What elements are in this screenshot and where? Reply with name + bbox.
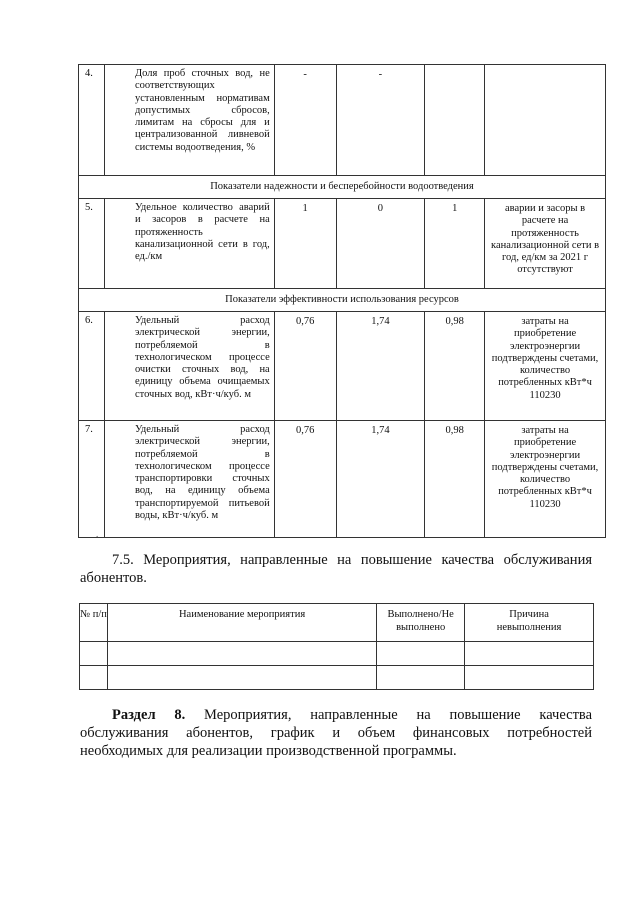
- value-cell: 0,98: [425, 312, 485, 421]
- table-cell: [80, 666, 108, 690]
- section-row: [79, 289, 606, 312]
- value-cell: 1: [425, 199, 485, 289]
- section-8-text: Мероприятия, направленные на повышение качества обслуживания абонентов, график и объем финансовых потребностей необходимых для реализации производственной программы.: [80, 707, 593, 759]
- measures-table: [79, 603, 594, 690]
- col-header-name: Наименование мероприятия: [107, 604, 376, 642]
- table-cell: [465, 666, 594, 690]
- indicator-name: Доля проб сточных вод, не соответствующих установленным нормативам допустимых сбросов, лимитам на сбросы для и централизованной ливневой системы водоотведения, %: [104, 65, 274, 176]
- col-header-number: № п/п: [80, 604, 108, 642]
- table-row: [79, 312, 606, 421]
- subsection-heading: 7.5. Мероприятия, направленные на повышение качества обслуживания абонентов.: [80, 552, 592, 586]
- section-8-paragraph: [80, 706, 592, 760]
- section-row: [79, 176, 606, 199]
- indicator-name: Удельный расход электрической энергии, потребляемой в технологическом процессе транспортировки сточных вод, на единицу объема транспортируемой питьевой воды, кВт·ч/куб. м: [104, 421, 274, 538]
- table-row: [79, 199, 606, 289]
- row-number: 5.: [79, 199, 105, 289]
- value-cell: 0,98: [425, 421, 485, 538]
- table-cell: [107, 666, 376, 690]
- col-header-reason: Причина невыполнения: [465, 604, 594, 642]
- table-cell: [465, 642, 594, 666]
- table-cell: [377, 642, 465, 666]
- value-cell: -: [336, 65, 425, 176]
- scan-mark: .: [96, 529, 99, 539]
- value-cell: 0,76: [274, 421, 336, 538]
- table-row: [80, 666, 594, 690]
- indicator-name: Удельное количество аварий и засоров в расчете на протяженность канализационной сети в год, ед./км: [104, 199, 274, 289]
- note-cell: затраты на приобретение электроэнергии подтверждены счетами, количество потребленных кВт*ч 110230: [485, 421, 606, 538]
- table-cell: [107, 642, 376, 666]
- section-title: Показатели надежности и бесперебойности водоотведения: [79, 176, 606, 199]
- table-cell: [80, 642, 108, 666]
- value-cell: 0: [336, 199, 425, 289]
- row-number: 7.: [79, 421, 105, 538]
- value-cell: 0,76: [274, 312, 336, 421]
- indicators-table: [78, 64, 606, 538]
- section-title: Показатели эффективности использования ресурсов: [79, 289, 606, 312]
- note-cell: аварии и засоры в расчете на протяженность канализационной сети в год, ед/км за 2021 г отсутствуют: [485, 199, 606, 289]
- section-8-label: Раздел 8.: [112, 707, 186, 723]
- table-row: [79, 421, 606, 538]
- value-cell: [425, 65, 485, 176]
- value-cell: -: [274, 65, 336, 176]
- indicator-name: Удельный расход электрической энергии, потребляемой в технологическом процессе очистки сточных вод, на единицу объема очищаемых сточных вод, кВт·ч/куб. м: [104, 312, 274, 421]
- note-cell: затраты на приобретение электроэнергии подтверждены счетами, количество потребленных кВт*ч 110230: [485, 312, 606, 421]
- table-row: [80, 642, 594, 666]
- note-cell: [485, 65, 606, 176]
- value-cell: 1: [274, 199, 336, 289]
- value-cell: 1,74: [336, 421, 425, 538]
- value-cell: 1,74: [336, 312, 425, 421]
- row-number: 6.: [79, 312, 105, 421]
- table-header-row: [80, 604, 594, 642]
- row-number: 4.: [79, 65, 105, 176]
- table-row: [79, 65, 606, 176]
- table-cell: [377, 666, 465, 690]
- col-header-status: Выполнено/Не выполнено: [377, 604, 465, 642]
